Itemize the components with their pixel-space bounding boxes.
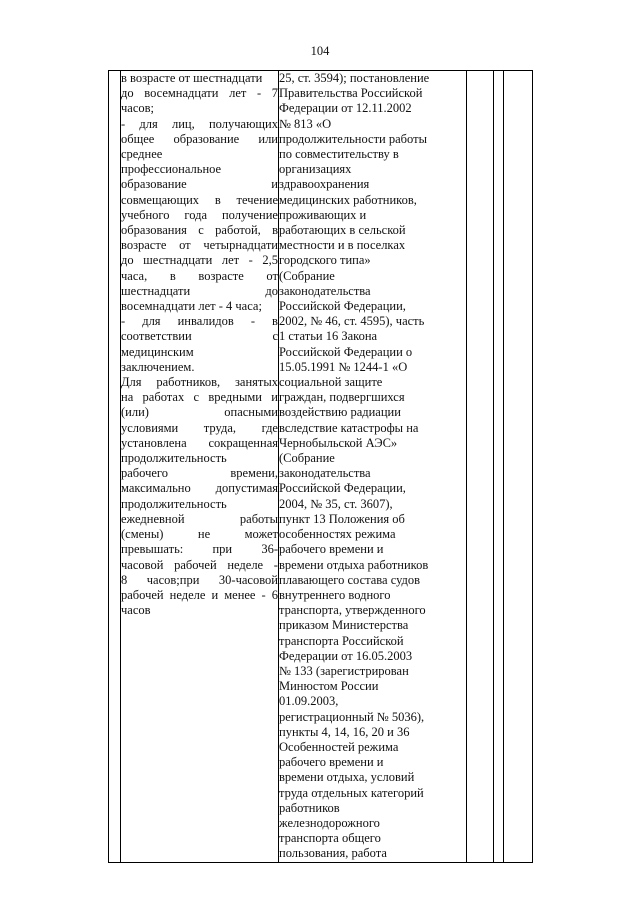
- text-line: (или) опасными: [121, 405, 278, 420]
- table-cell-empty-1: [467, 71, 494, 863]
- text-line: Российской Федерации,: [279, 481, 406, 496]
- text-line: ежедневной работы: [121, 511, 278, 526]
- text-line: граждан, подвергшихся: [279, 390, 405, 405]
- text-line: особенностях режима: [279, 527, 396, 542]
- text-line: возрасте от четырнадцати: [121, 238, 278, 253]
- text-line: рабочего времени,: [121, 466, 278, 481]
- text-line: 01.09.2003,: [279, 694, 339, 709]
- text-line: № 813 «О: [279, 116, 332, 131]
- text-line: рабочего времени и: [279, 755, 384, 770]
- text-line: Правительства Российской: [279, 86, 423, 101]
- text-line: Российской Федерации о: [279, 344, 413, 359]
- text-line: пункты 4, 14, 16, 20 и 36: [279, 724, 410, 739]
- text-line: регистрационный № 5036),: [279, 709, 425, 724]
- requirements-text: [121, 71, 278, 618]
- text-line: (смены) не может: [121, 527, 278, 542]
- text-line: до восемнадцати лет - 7: [121, 86, 278, 101]
- legal-basis-text: [279, 71, 466, 862]
- text-line: приказом Министерства: [279, 618, 409, 633]
- text-line: часовой рабочей неделе -: [121, 557, 278, 572]
- text-line: времени отдыха работников: [279, 557, 429, 572]
- text-line: часов;: [121, 101, 155, 116]
- text-line: транспорта Российской: [279, 633, 404, 648]
- text-line: по совместительству в: [279, 147, 399, 162]
- table-cell-empty-3: [504, 71, 533, 863]
- text-line: часов: [121, 603, 151, 618]
- page-number: 104: [310, 44, 330, 58]
- text-line: Российской Федерации,: [279, 299, 406, 314]
- text-line: здравоохранения: [279, 177, 370, 192]
- text-line: организациях: [279, 162, 352, 177]
- table-row: [109, 71, 533, 863]
- text-line: медицинских работников,: [279, 192, 417, 207]
- table-cell-index: [109, 71, 121, 863]
- text-line: часа, в возрасте от: [121, 268, 278, 283]
- table-cell-requirements: [121, 71, 279, 863]
- table-cell-empty-2: [494, 71, 504, 863]
- text-line: плавающего состава судов: [279, 572, 421, 587]
- text-line: образования с работой, в: [121, 223, 278, 238]
- text-line: социальной защите: [279, 375, 383, 390]
- text-line: установлена сокращенная: [121, 435, 278, 450]
- text-line: 2002, № 46, ст. 4595), часть: [279, 314, 425, 329]
- text-line: Минюстом России: [279, 679, 379, 694]
- text-line: учебного года получение: [121, 207, 278, 222]
- text-line: Чернобыльской АЭС»: [279, 435, 398, 450]
- text-line: 8 часов;при 30-часовой: [121, 572, 278, 587]
- text-line: работающих в сельской: [279, 223, 406, 238]
- text-line: железнодорожного: [279, 815, 380, 830]
- text-line: профессиональное: [121, 162, 222, 177]
- text-line: пункт 13 Положения об: [279, 511, 405, 526]
- text-line: продолжительности работы: [279, 131, 427, 146]
- text-line: Федерации от 12.11.2002: [279, 101, 412, 116]
- text-line: городского типа»: [279, 253, 371, 268]
- text-line: шестнадцати до: [121, 283, 278, 298]
- text-line: 15.05.1991 № 1244-1 «О: [279, 359, 408, 374]
- text-line: - для лиц, получающих: [121, 116, 278, 131]
- text-line: Особенностей режима: [279, 739, 399, 754]
- text-line: № 133 (зарегистрирован: [279, 663, 409, 678]
- text-line: общее образование или: [121, 131, 278, 146]
- text-line: пользования, работа: [279, 846, 387, 861]
- text-line: Для работников, занятых: [121, 375, 278, 390]
- text-line: медицинским: [121, 344, 194, 359]
- text-line: транспорта, утвержденного: [279, 603, 426, 618]
- text-line: проживающих и: [279, 207, 367, 222]
- text-line: максимально допустимая: [121, 481, 278, 496]
- text-line: 25, ст. 3594); постановление: [279, 71, 430, 85]
- text-line: работников: [279, 800, 340, 815]
- document-table: [108, 70, 533, 863]
- text-line: рабочей неделе и менее - 6: [121, 587, 278, 602]
- text-line: Федерации от 16.05.2003: [279, 648, 413, 663]
- text-line: восемнадцати лет - 4 часа;: [121, 299, 262, 314]
- text-line: образование и: [121, 177, 278, 192]
- text-line: времени отдыха, условий: [279, 770, 415, 785]
- text-line: среднее: [121, 147, 163, 162]
- text-line: (Собрание: [279, 451, 335, 466]
- text-line: соответствии с: [121, 329, 278, 344]
- text-line: продолжительность: [121, 496, 227, 511]
- text-line: условиями труда, где: [121, 420, 278, 435]
- text-line: 1 статьи 16 Закона: [279, 329, 378, 344]
- text-line: (Собрание: [279, 268, 335, 283]
- text-line: труда отдельных категорий: [279, 785, 424, 800]
- text-line: на работах с вредными и: [121, 390, 278, 405]
- text-line: совмещающих в течение: [121, 192, 278, 207]
- text-line: рабочего времени и: [279, 542, 384, 557]
- text-line: воздействию радиации: [279, 405, 401, 420]
- text-line: законодательства: [279, 466, 371, 481]
- text-line: до шестнадцати лет - 2,5: [121, 253, 278, 268]
- text-line: заключением.: [121, 359, 195, 374]
- text-line: местности и в поселках: [279, 238, 406, 253]
- text-line: внутреннего водного: [279, 587, 391, 602]
- text-line: продолжительность: [121, 451, 227, 466]
- text-line: вследствие катастрофы на: [279, 420, 419, 435]
- text-line: превышать: при 36-: [121, 542, 278, 557]
- table-cell-legal-basis: [279, 71, 467, 863]
- text-line: законодательства: [279, 283, 371, 298]
- text-line: транспорта общего: [279, 831, 381, 846]
- text-line: 2004, № 35, ст. 3607),: [279, 496, 393, 511]
- text-line: в возрасте от шестнадцати: [121, 71, 263, 85]
- text-line: - для инвалидов - в: [121, 314, 278, 329]
